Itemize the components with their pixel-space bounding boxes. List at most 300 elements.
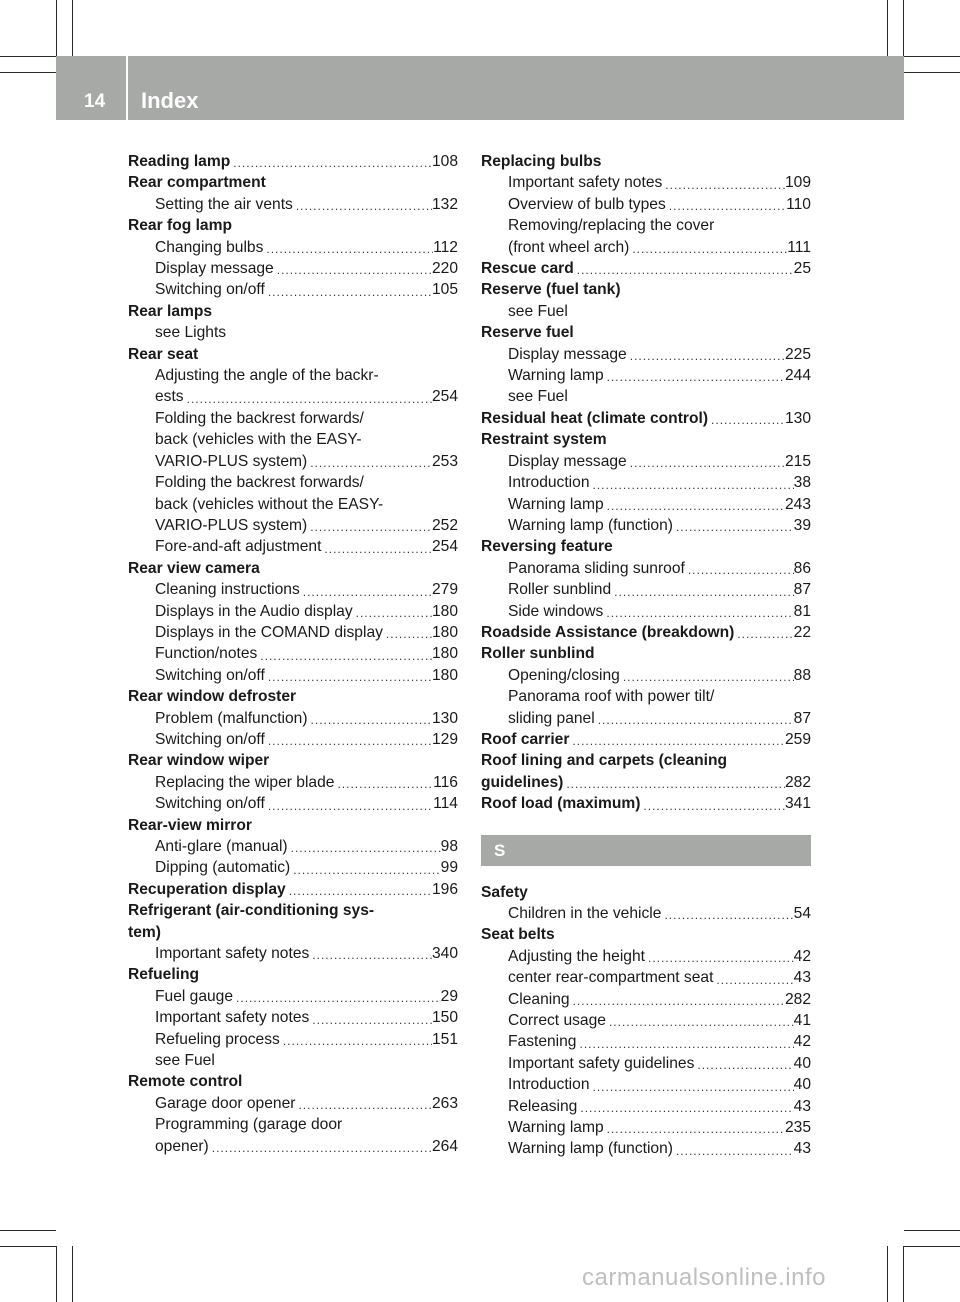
page-ref[interactable]: 38	[793, 474, 811, 492]
page-ref[interactable]: 54	[793, 905, 811, 922]
index-subentry-text: see Fuel	[155, 1052, 215, 1070]
page-ref[interactable]: 244	[784, 367, 811, 385]
index-subentry-text: Adjusting the height	[508, 947, 645, 965]
page-ref[interactable]: 340	[431, 945, 458, 963]
leader-dots	[673, 518, 794, 536]
index-term: Residual heat (climate control)	[481, 409, 709, 427]
leader-dots	[640, 797, 785, 815]
page-ref[interactable]: 180	[431, 602, 458, 620]
index-entry	[128, 215, 458, 301]
leader-dots	[263, 240, 433, 258]
index-line	[481, 1138, 811, 1159]
leader-dots	[708, 411, 785, 429]
page-ref[interactable]: 235	[784, 1119, 811, 1137]
page-ref[interactable]: 108	[431, 153, 458, 170]
index-term: Seat belts	[481, 926, 555, 944]
index-line	[481, 365, 811, 386]
index-subentry-text: Cleaning	[508, 990, 570, 1008]
index-line	[128, 344, 458, 365]
index-subentry-text: Display message	[155, 260, 274, 278]
index-line	[128, 943, 458, 964]
index-line	[481, 924, 811, 945]
index-subentry-text: see Lights	[155, 324, 227, 342]
index-subentry-text: Warning lamp	[508, 495, 604, 513]
index-subentry-text: Switching on/off	[155, 281, 265, 299]
index-line	[128, 708, 458, 729]
page-ref[interactable]: 225	[784, 345, 811, 363]
index-line	[128, 643, 458, 664]
page-ref[interactable]: 215	[784, 452, 811, 470]
index-entry	[481, 882, 811, 925]
index-line	[128, 536, 458, 557]
index-subentry-text: back (vehicles with the EASY-	[155, 431, 362, 449]
index-subentry-text: Setting the air vents	[155, 195, 293, 213]
leader-dots	[569, 732, 785, 750]
page-ref[interactable]: 253	[431, 452, 458, 470]
index-subentry-text: Replacing the wiper blade	[155, 773, 335, 791]
leader-dots	[590, 1078, 794, 1096]
index-line	[128, 750, 458, 771]
leader-dots	[265, 797, 433, 815]
index-subentry-text: back (vehicles without the EASY-	[155, 495, 384, 513]
index-subentry-text: Introduction	[508, 474, 590, 492]
index-line	[481, 215, 811, 236]
page-ref[interactable]: 109	[784, 174, 811, 192]
leader-dots	[673, 1142, 794, 1160]
index-entry	[481, 322, 811, 408]
index-subentry-text: Important safety notes	[155, 945, 310, 963]
leader-dots	[209, 1139, 432, 1157]
index-line	[481, 494, 811, 515]
page-ref[interactable]: 88	[793, 666, 811, 684]
leader-dots	[604, 368, 785, 386]
index-entry	[128, 879, 458, 900]
leader-dots	[309, 1011, 432, 1029]
leader-dots	[603, 604, 793, 622]
index-subentry-text: see Fuel	[508, 302, 568, 320]
section-letter-bar	[481, 835, 811, 866]
crop-mark-bottom-left-h	[0, 1230, 56, 1231]
index-entry	[481, 793, 811, 814]
page-ref[interactable]: 42	[793, 1033, 811, 1051]
index-entry	[481, 279, 811, 322]
page-ref[interactable]: 282	[784, 773, 811, 791]
crop-mark-top-left-v	[72, 0, 73, 56]
leader-dots	[230, 154, 432, 172]
index-line	[128, 472, 458, 493]
index-subentry-text: (front wheel arch)	[508, 238, 630, 256]
page-ref[interactable]: 87	[793, 709, 811, 727]
index-entry	[128, 815, 458, 879]
page-ref[interactable]: 180	[431, 645, 458, 663]
index-line	[128, 365, 458, 386]
index-line	[481, 408, 811, 429]
leader-dots	[662, 176, 785, 194]
index-line	[128, 429, 458, 450]
leader-dots	[627, 347, 785, 365]
index-line	[481, 1010, 811, 1031]
index-term: Roof load (maximum)	[481, 795, 641, 813]
index-entry	[128, 344, 458, 558]
index-term: Roof carrier	[481, 730, 570, 748]
index-line	[128, 1114, 458, 1135]
leader-dots	[274, 261, 432, 279]
index-line	[481, 1096, 811, 1117]
page-ref[interactable]: 150	[431, 1009, 458, 1027]
index-line	[128, 601, 458, 622]
crop-mark-top-left-h	[0, 56, 56, 57]
index-subentry-text: Refueling process	[155, 1030, 280, 1048]
index-term: Rear seat	[128, 345, 199, 363]
index-entry	[128, 151, 458, 172]
header-divider	[126, 56, 128, 120]
page-ref[interactable]: 264	[431, 1137, 458, 1155]
index-subentry-text: Folding the backrest forwards/	[155, 474, 364, 492]
index-subentry-text: Changing bulbs	[155, 238, 264, 256]
page-ref[interactable]: 112	[433, 238, 458, 256]
leader-dots	[563, 775, 785, 793]
page-ref[interactable]: 254	[431, 388, 458, 406]
index-entry	[128, 1071, 458, 1157]
index-term: Rear window defroster	[128, 688, 297, 706]
leader-dots	[288, 839, 441, 857]
index-line	[481, 429, 811, 450]
index-line	[481, 750, 811, 771]
page-ref[interactable]: 43	[793, 969, 811, 987]
index-line	[481, 172, 811, 193]
index-line	[481, 344, 811, 365]
index-line	[481, 322, 811, 343]
crop-mark-bottom-left-v	[72, 1246, 73, 1302]
index-term: Rear lamps	[128, 302, 213, 320]
leader-dots	[257, 647, 432, 665]
index-line	[128, 301, 458, 322]
leader-dots	[280, 1032, 432, 1050]
index-subentry-text: Cleaning instructions	[155, 581, 300, 599]
index-entry	[128, 686, 458, 750]
page-ref[interactable]: 116	[433, 773, 458, 791]
index-subentry-text: Opening/closing	[508, 666, 620, 684]
index-line	[128, 686, 458, 707]
index-line	[128, 1050, 458, 1071]
index-term: Refueling	[128, 966, 200, 984]
page-ref[interactable]: 81	[793, 602, 811, 620]
index-line	[481, 665, 811, 686]
index-line	[481, 451, 811, 472]
index-term: Reversing feature	[481, 538, 613, 556]
leader-dots	[307, 518, 432, 536]
index-line	[128, 1007, 458, 1028]
page-ref[interactable]: 43	[793, 1140, 811, 1158]
index-subentry-text: Warning lamp (function)	[508, 1140, 673, 1158]
index-line	[128, 922, 458, 943]
index-line	[481, 301, 811, 322]
leader-dots	[685, 561, 794, 579]
index-subentry-text: Folding the backrest forwards/	[155, 409, 364, 427]
index-term: Replacing bulbs	[481, 153, 602, 170]
index-line	[128, 237, 458, 258]
leader-dots	[590, 476, 794, 494]
index-line	[481, 989, 811, 1010]
index-line	[481, 258, 811, 279]
index-term: Rear view camera	[128, 559, 260, 577]
index-line	[128, 1029, 458, 1050]
crop-mark-bottom-left-h2	[0, 1246, 56, 1247]
index-line	[128, 279, 458, 300]
leader-dots	[577, 1099, 793, 1117]
index-entry	[128, 172, 458, 215]
index-entry	[481, 750, 811, 793]
leader-dots	[321, 540, 432, 558]
index-entry	[481, 643, 811, 729]
index-line	[481, 643, 811, 664]
index-subentry-text: Releasing	[508, 1097, 578, 1115]
index-entry	[481, 258, 811, 279]
leader-dots	[604, 1120, 785, 1138]
index-line	[481, 515, 811, 536]
index-subentry-text: Correct usage	[508, 1012, 606, 1030]
index-subentry-text: Anti-glare (manual)	[155, 838, 288, 855]
index-term: Reading lamp	[128, 153, 231, 170]
index-line	[128, 815, 458, 836]
leader-dots	[694, 1056, 793, 1074]
page-ref[interactable]: 132	[431, 195, 458, 213]
page-ref[interactable]: 40	[793, 1054, 811, 1072]
page-ref[interactable]: 22	[793, 623, 811, 641]
index-entry	[128, 558, 458, 686]
crop-mark-top-right-h2	[904, 72, 960, 73]
page-ref[interactable]: 151	[431, 1030, 458, 1048]
index-line	[481, 579, 811, 600]
index-column-right	[481, 151, 811, 1160]
page-ref[interactable]: 114	[433, 795, 458, 813]
leader-dots	[307, 454, 432, 472]
leader-dots	[645, 949, 794, 967]
index-line	[481, 601, 811, 622]
leader-dots	[265, 283, 432, 301]
index-line	[481, 472, 811, 493]
page-ref[interactable]: 43	[793, 1097, 811, 1115]
index-term: Roller sunblind	[481, 645, 595, 663]
page-ref[interactable]: 282	[784, 990, 811, 1008]
page-ref[interactable]: 87	[793, 581, 811, 599]
index-line	[481, 729, 811, 750]
index-subentry-text: ests	[155, 388, 184, 406]
page-title: Index	[141, 88, 199, 113]
page-ref[interactable]: 99	[440, 859, 458, 877]
index-subentry-text: Warning lamp	[508, 1119, 604, 1137]
index-subentry-text: Switching on/off	[155, 666, 265, 684]
index-line	[128, 622, 458, 643]
index-subentry-text: Introduction	[508, 1076, 590, 1094]
index-term: Reserve fuel	[481, 324, 574, 342]
index-entry	[128, 900, 458, 964]
index-subentry-text: Programming (garage door	[155, 1116, 343, 1134]
index-line	[128, 386, 458, 407]
index-line	[128, 215, 458, 236]
index-term: Rear-view mirror	[128, 816, 252, 834]
page-ref[interactable]: 180	[431, 666, 458, 684]
page-ref[interactable]: 130	[784, 409, 811, 427]
index-subentry-text: VARIO-PLUS system)	[155, 516, 308, 534]
index-subentry-text: Display message	[508, 345, 627, 363]
index-subentry-text: Dipping (automatic)	[155, 859, 291, 877]
index-line	[481, 622, 811, 643]
index-entry	[128, 301, 458, 344]
index-term: tem)	[128, 923, 161, 941]
index-line	[128, 258, 458, 279]
index-subentry-text: Important safety notes	[155, 1009, 310, 1027]
page-ref[interactable]: 254	[431, 538, 458, 556]
index-subentry-text: Roller sunblind	[508, 581, 612, 599]
index-subentry-text: Garage door opener	[155, 1094, 296, 1112]
page-ref[interactable]: 86	[793, 559, 811, 577]
index-term: Recuperation display	[128, 880, 286, 898]
leader-dots	[620, 668, 794, 686]
page-ref[interactable]: 110	[786, 195, 811, 213]
index-line	[128, 1071, 458, 1092]
leader-dots	[295, 1096, 432, 1114]
page-ref[interactable]: 42	[793, 947, 811, 965]
index-line	[128, 900, 458, 921]
page-ref[interactable]: 243	[784, 495, 811, 513]
index-term: Rear fog lamp	[128, 217, 232, 235]
page-ref[interactable]: 39	[793, 516, 811, 534]
index-line	[481, 1074, 811, 1095]
index-subentry-text: center rear-compartment seat	[508, 969, 714, 987]
index-column-left	[128, 151, 458, 1157]
crop-mark-bottom-right-h2	[904, 1246, 960, 1247]
index-line	[128, 322, 458, 343]
crop-mark-top-right-h	[904, 56, 960, 57]
crop-mark-top-right-v	[887, 0, 888, 56]
index-line	[128, 729, 458, 750]
index-term: Reserve (fuel tank)	[481, 281, 621, 299]
leader-dots	[265, 668, 432, 686]
index-line	[128, 836, 458, 857]
crop-mark-bottom-left-v2	[56, 1246, 57, 1302]
leader-dots	[629, 240, 787, 258]
page-ref[interactable]: 196	[431, 880, 458, 898]
index-subentry-text: VARIO-PLUS system)	[155, 452, 308, 470]
index-line	[128, 964, 458, 985]
leader-dots	[627, 454, 785, 472]
index-line	[481, 946, 811, 967]
index-line	[481, 386, 811, 407]
index-line	[128, 986, 458, 1007]
page-ref[interactable]: 41	[793, 1012, 811, 1030]
index-line	[128, 494, 458, 515]
index-subentry-text: Important safety notes	[508, 174, 663, 192]
crop-mark-bottom-right-h	[904, 1230, 960, 1231]
index-entry	[481, 729, 811, 750]
index-line	[481, 536, 811, 557]
index-entry	[481, 622, 811, 643]
leader-dots	[290, 861, 440, 879]
page-ref[interactable]: 252	[431, 516, 458, 534]
index-subentry-text: Adjusting the angle of the backr-	[155, 367, 379, 385]
leader-dots	[233, 989, 441, 1007]
leader-dots	[570, 992, 785, 1010]
leader-dots	[293, 197, 432, 215]
index-line	[128, 1136, 458, 1157]
index-subentry-text: Switching on/off	[155, 795, 265, 813]
index-entry	[481, 429, 811, 536]
index-line	[481, 237, 811, 258]
index-term: guidelines)	[481, 773, 564, 791]
index-line	[128, 665, 458, 686]
index-subentry-text: Display message	[508, 452, 627, 470]
leader-dots	[734, 625, 793, 643]
index-line	[128, 151, 458, 172]
index-term: Roof lining and carpets (cleaning	[481, 752, 728, 770]
leader-dots	[661, 906, 793, 924]
index-subentry-text: Fastening	[508, 1033, 577, 1051]
index-subentry-text: Function/notes	[155, 645, 258, 663]
crop-mark-top-right-v2	[903, 0, 904, 56]
page-ref[interactable]: 98	[440, 838, 458, 855]
page-ref[interactable]: 40	[793, 1076, 811, 1094]
page-ref[interactable]: 130	[431, 709, 458, 727]
leader-dots	[576, 1035, 793, 1053]
index-line	[481, 558, 811, 579]
index-line	[481, 279, 811, 300]
index-entry	[481, 536, 811, 622]
page-ref[interactable]: 105	[431, 281, 458, 299]
index-subentry-text: Displays in the Audio display	[155, 602, 353, 620]
index-line	[481, 1031, 811, 1052]
index-subentry-text: Removing/replacing the cover	[508, 217, 715, 235]
page-ref[interactable]: 220	[431, 260, 458, 278]
watermark: carmanualsonline.info	[582, 1264, 826, 1291]
index-subentry-text: Displays in the COMAND display	[155, 623, 383, 641]
index-term: Rear window wiper	[128, 752, 270, 770]
index-entry	[481, 924, 811, 1159]
index-term: Safety	[481, 883, 528, 901]
index-subentry-text: sliding panel	[508, 709, 595, 727]
page-ref[interactable]: 279	[431, 581, 458, 599]
leader-dots	[383, 625, 432, 643]
index-line	[128, 515, 458, 536]
index-subentry-text: Panorama sliding sunroof	[508, 559, 685, 577]
leader-dots	[184, 390, 432, 408]
leader-dots	[300, 583, 432, 601]
index-line	[128, 579, 458, 600]
page-ref[interactable]: 263	[431, 1094, 458, 1112]
leader-dots	[353, 604, 432, 622]
leader-dots	[334, 775, 433, 793]
index-term: Remote control	[128, 1073, 243, 1091]
page-ref[interactable]: 111	[787, 238, 811, 256]
page-ref[interactable]: 259	[784, 730, 811, 748]
index-line	[481, 903, 811, 924]
index-subentry-text: Problem (malfunction)	[155, 709, 308, 727]
index-line	[481, 151, 811, 172]
page-ref[interactable]: 341	[784, 795, 811, 813]
crop-mark-top-left-h2	[0, 72, 56, 73]
page-ref[interactable]: 180	[431, 623, 458, 641]
index-line	[128, 793, 458, 814]
page-ref[interactable]: 25	[793, 260, 811, 278]
page-ref[interactable]: 29	[440, 987, 458, 1005]
index-subentry-text: Overview of bulb types	[508, 195, 666, 213]
index-subentry-text: opener)	[155, 1137, 209, 1155]
index-subentry-text: Warning lamp	[508, 367, 604, 385]
index-line	[481, 772, 811, 793]
page-ref[interactable]: 129	[431, 730, 458, 748]
index-line	[128, 408, 458, 429]
index-term: Rear compartment	[128, 174, 266, 192]
